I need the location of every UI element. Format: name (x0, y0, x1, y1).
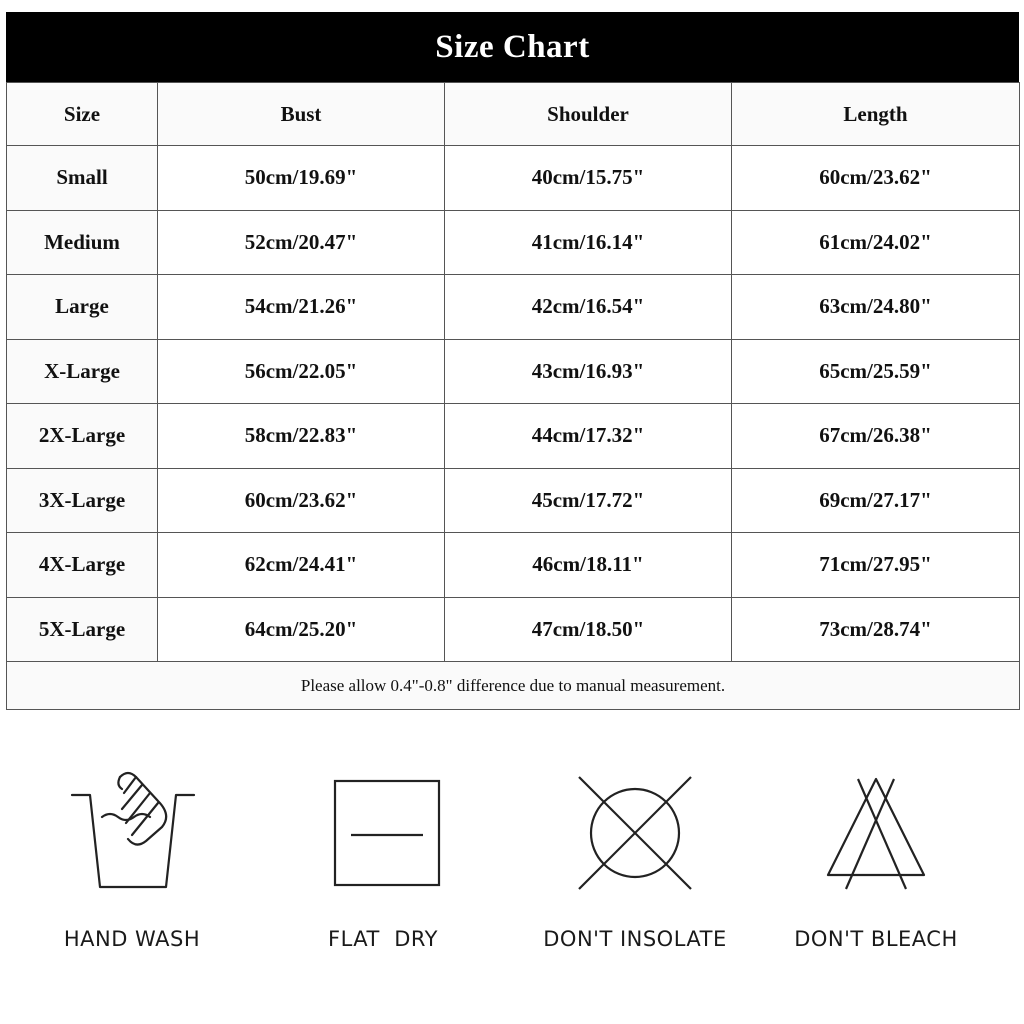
header-bust: Bust (158, 83, 445, 146)
table-header-row (7, 83, 1020, 146)
size-table (6, 82, 1020, 710)
care-item-dont-insolate (525, 765, 745, 975)
shoulder-cell: 43cm/16.93" (445, 339, 732, 404)
size-cell: Large (7, 275, 158, 340)
flat-dry-icon (323, 765, 443, 895)
chart-title: Size Chart (6, 12, 1019, 82)
size-cell: 4X-Large (7, 533, 158, 598)
care-instructions (0, 765, 1024, 985)
size-cell: X-Large (7, 339, 158, 404)
shoulder-cell: 42cm/16.54" (445, 275, 732, 340)
length-cell: 71cm/27.95" (732, 533, 1020, 598)
shoulder-cell: 41cm/16.14" (445, 210, 732, 275)
table-row (7, 468, 1020, 533)
size-cell: Medium (7, 210, 158, 275)
size-cell: 5X-Large (7, 597, 158, 662)
table-row (7, 275, 1020, 340)
table-row (7, 597, 1020, 662)
header-size: Size (7, 83, 158, 146)
shoulder-cell: 46cm/18.11" (445, 533, 732, 598)
hand-wash-icon (62, 765, 202, 895)
bust-cell: 64cm/25.20" (158, 597, 445, 662)
length-cell: 63cm/24.80" (732, 275, 1020, 340)
size-chart (6, 12, 1019, 710)
table-row (7, 404, 1020, 469)
size-cell: 2X-Large (7, 404, 158, 469)
length-cell: 65cm/25.59" (732, 339, 1020, 404)
bust-cell: 52cm/20.47" (158, 210, 445, 275)
bust-cell: 60cm/23.62" (158, 468, 445, 533)
dont-insolate-icon (565, 765, 705, 895)
header-length: Length (732, 83, 1020, 146)
bust-cell: 54cm/21.26" (158, 275, 445, 340)
length-cell: 61cm/24.02" (732, 210, 1020, 275)
shoulder-cell: 45cm/17.72" (445, 468, 732, 533)
table-row (7, 533, 1020, 598)
size-cell: Small (7, 146, 158, 211)
care-label-hand-wash: HAND WASH (63, 927, 201, 951)
bust-cell: 58cm/22.83" (158, 404, 445, 469)
table-row (7, 210, 1020, 275)
care-label-flat-dry: FLAT DRY (328, 927, 438, 951)
header-shoulder: Shoulder (445, 83, 732, 146)
care-item-hand-wash (22, 765, 242, 975)
care-item-dont-bleach (766, 765, 986, 975)
length-cell: 69cm/27.17" (732, 468, 1020, 533)
dont-bleach-icon (806, 765, 946, 895)
length-cell: 67cm/26.38" (732, 404, 1020, 469)
measurement-note: Please allow 0.4"-0.8" difference due to manual measurement. (7, 662, 1020, 710)
care-label-dont-bleach: DON'T BLEACH (794, 927, 958, 951)
table-row (7, 146, 1020, 211)
shoulder-cell: 40cm/15.75" (445, 146, 732, 211)
care-item-flat-dry (273, 765, 493, 975)
bust-cell: 62cm/24.41" (158, 533, 445, 598)
size-cell: 3X-Large (7, 468, 158, 533)
bust-cell: 50cm/19.69" (158, 146, 445, 211)
length-cell: 60cm/23.62" (732, 146, 1020, 211)
shoulder-cell: 44cm/17.32" (445, 404, 732, 469)
bust-cell: 56cm/22.05" (158, 339, 445, 404)
table-row (7, 339, 1020, 404)
shoulder-cell: 47cm/18.50" (445, 597, 732, 662)
length-cell: 73cm/28.74" (732, 597, 1020, 662)
care-label-dont-insolate: DON'T INSOLATE (543, 927, 727, 951)
